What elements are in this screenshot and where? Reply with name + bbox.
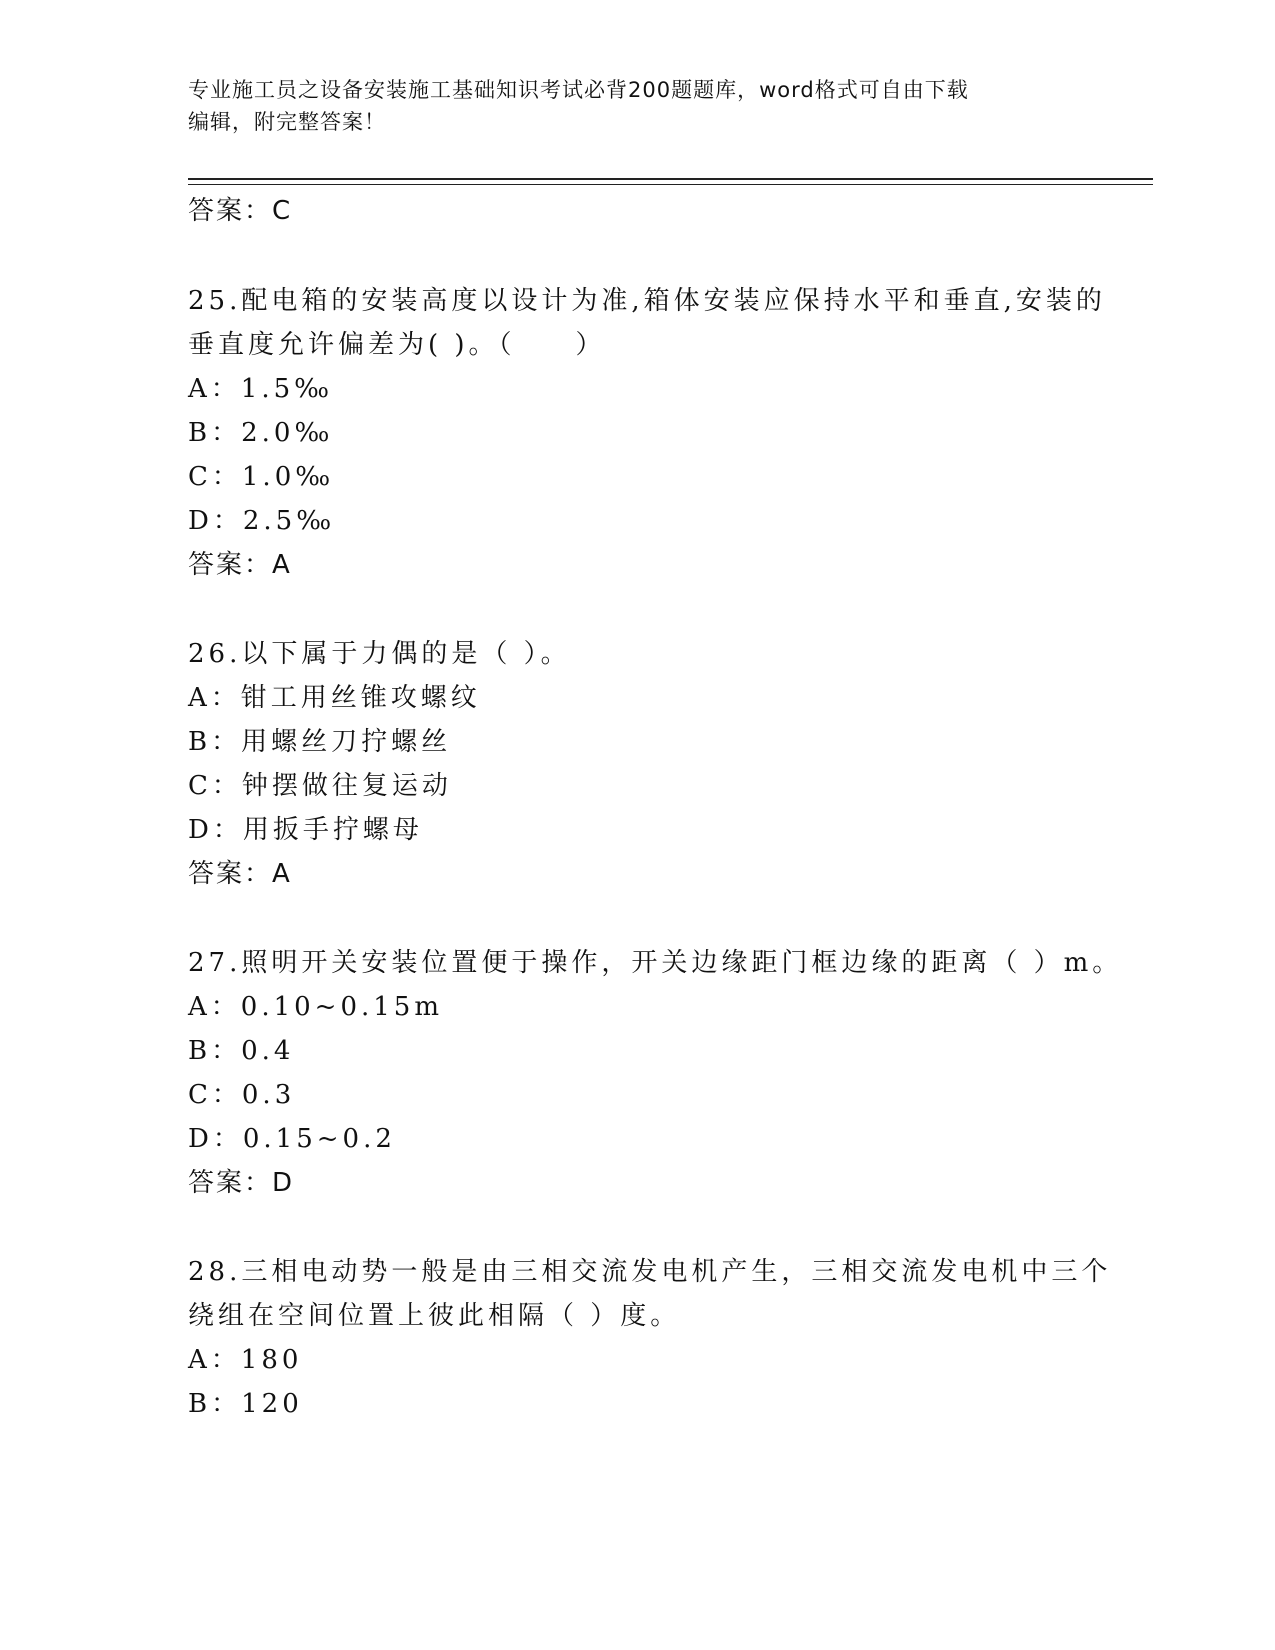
question-25-option-a: A：1.5‰ (188, 374, 334, 404)
question-25-option-d: D：2.5‰ (188, 506, 336, 536)
question-28-option-a: A：180 (188, 1345, 303, 1375)
question-27-option-b: B：0.4 (188, 1036, 295, 1066)
question-25-option-c: C：1.0‰ (188, 462, 335, 492)
question-27-option-c: C：0.3 (188, 1080, 296, 1110)
question-26-option-c: C：钟摆做往复运动 (188, 771, 452, 801)
question-26-option-a: A：钳工用丝锥攻螺纹 (188, 683, 481, 713)
answer-26: 答案：A (188, 859, 292, 889)
question-26-option-d: D：用扳手拧螺母 (188, 815, 423, 845)
question-28-text-2: 绕组在空间位置上彼此相隔（ ）度。 (188, 1301, 681, 1331)
header-rule-thick (188, 178, 1153, 180)
question-26-option-b: B：用螺丝刀拧螺丝 (188, 727, 452, 757)
question-28-option-b: B：120 (188, 1389, 303, 1419)
question-27-text: 27.照明开关安装位置便于操作，开关边缘距门框边缘的距离（ ）m。 (188, 948, 1123, 978)
question-27-option-d: D：0.15~0.2 (188, 1124, 396, 1154)
answer-25: 答案：A (188, 550, 292, 580)
header-line-2: 编辑，附完整答案！ (188, 110, 386, 134)
question-25-text-1: 25.配电箱的安装高度以设计为准,箱体安装应保持水平和垂直,安装的 (188, 286, 1106, 316)
question-28-text-1: 28.三相电动势一般是由三相交流发电机产生，三相交流发电机中三个 (188, 1257, 1112, 1287)
question-27-option-a: A：0.10~0.15m (188, 992, 443, 1022)
question-26-text: 26.以下属于力偶的是（ ）。 (188, 639, 571, 669)
question-25-option-b: B：2.0‰ (188, 418, 334, 448)
document-header (188, 74, 1068, 138)
question-25-text-2: 垂直度允许偏差为( )。（ ） (188, 330, 606, 360)
header-rule-thin (188, 184, 1153, 185)
answer-24: 答案：C (188, 196, 293, 226)
header-line-1: 专业施工员之设备安装施工基础知识考试必背200题题库，word格式可自由下载 (188, 78, 969, 102)
answer-27: 答案：D (188, 1168, 295, 1198)
